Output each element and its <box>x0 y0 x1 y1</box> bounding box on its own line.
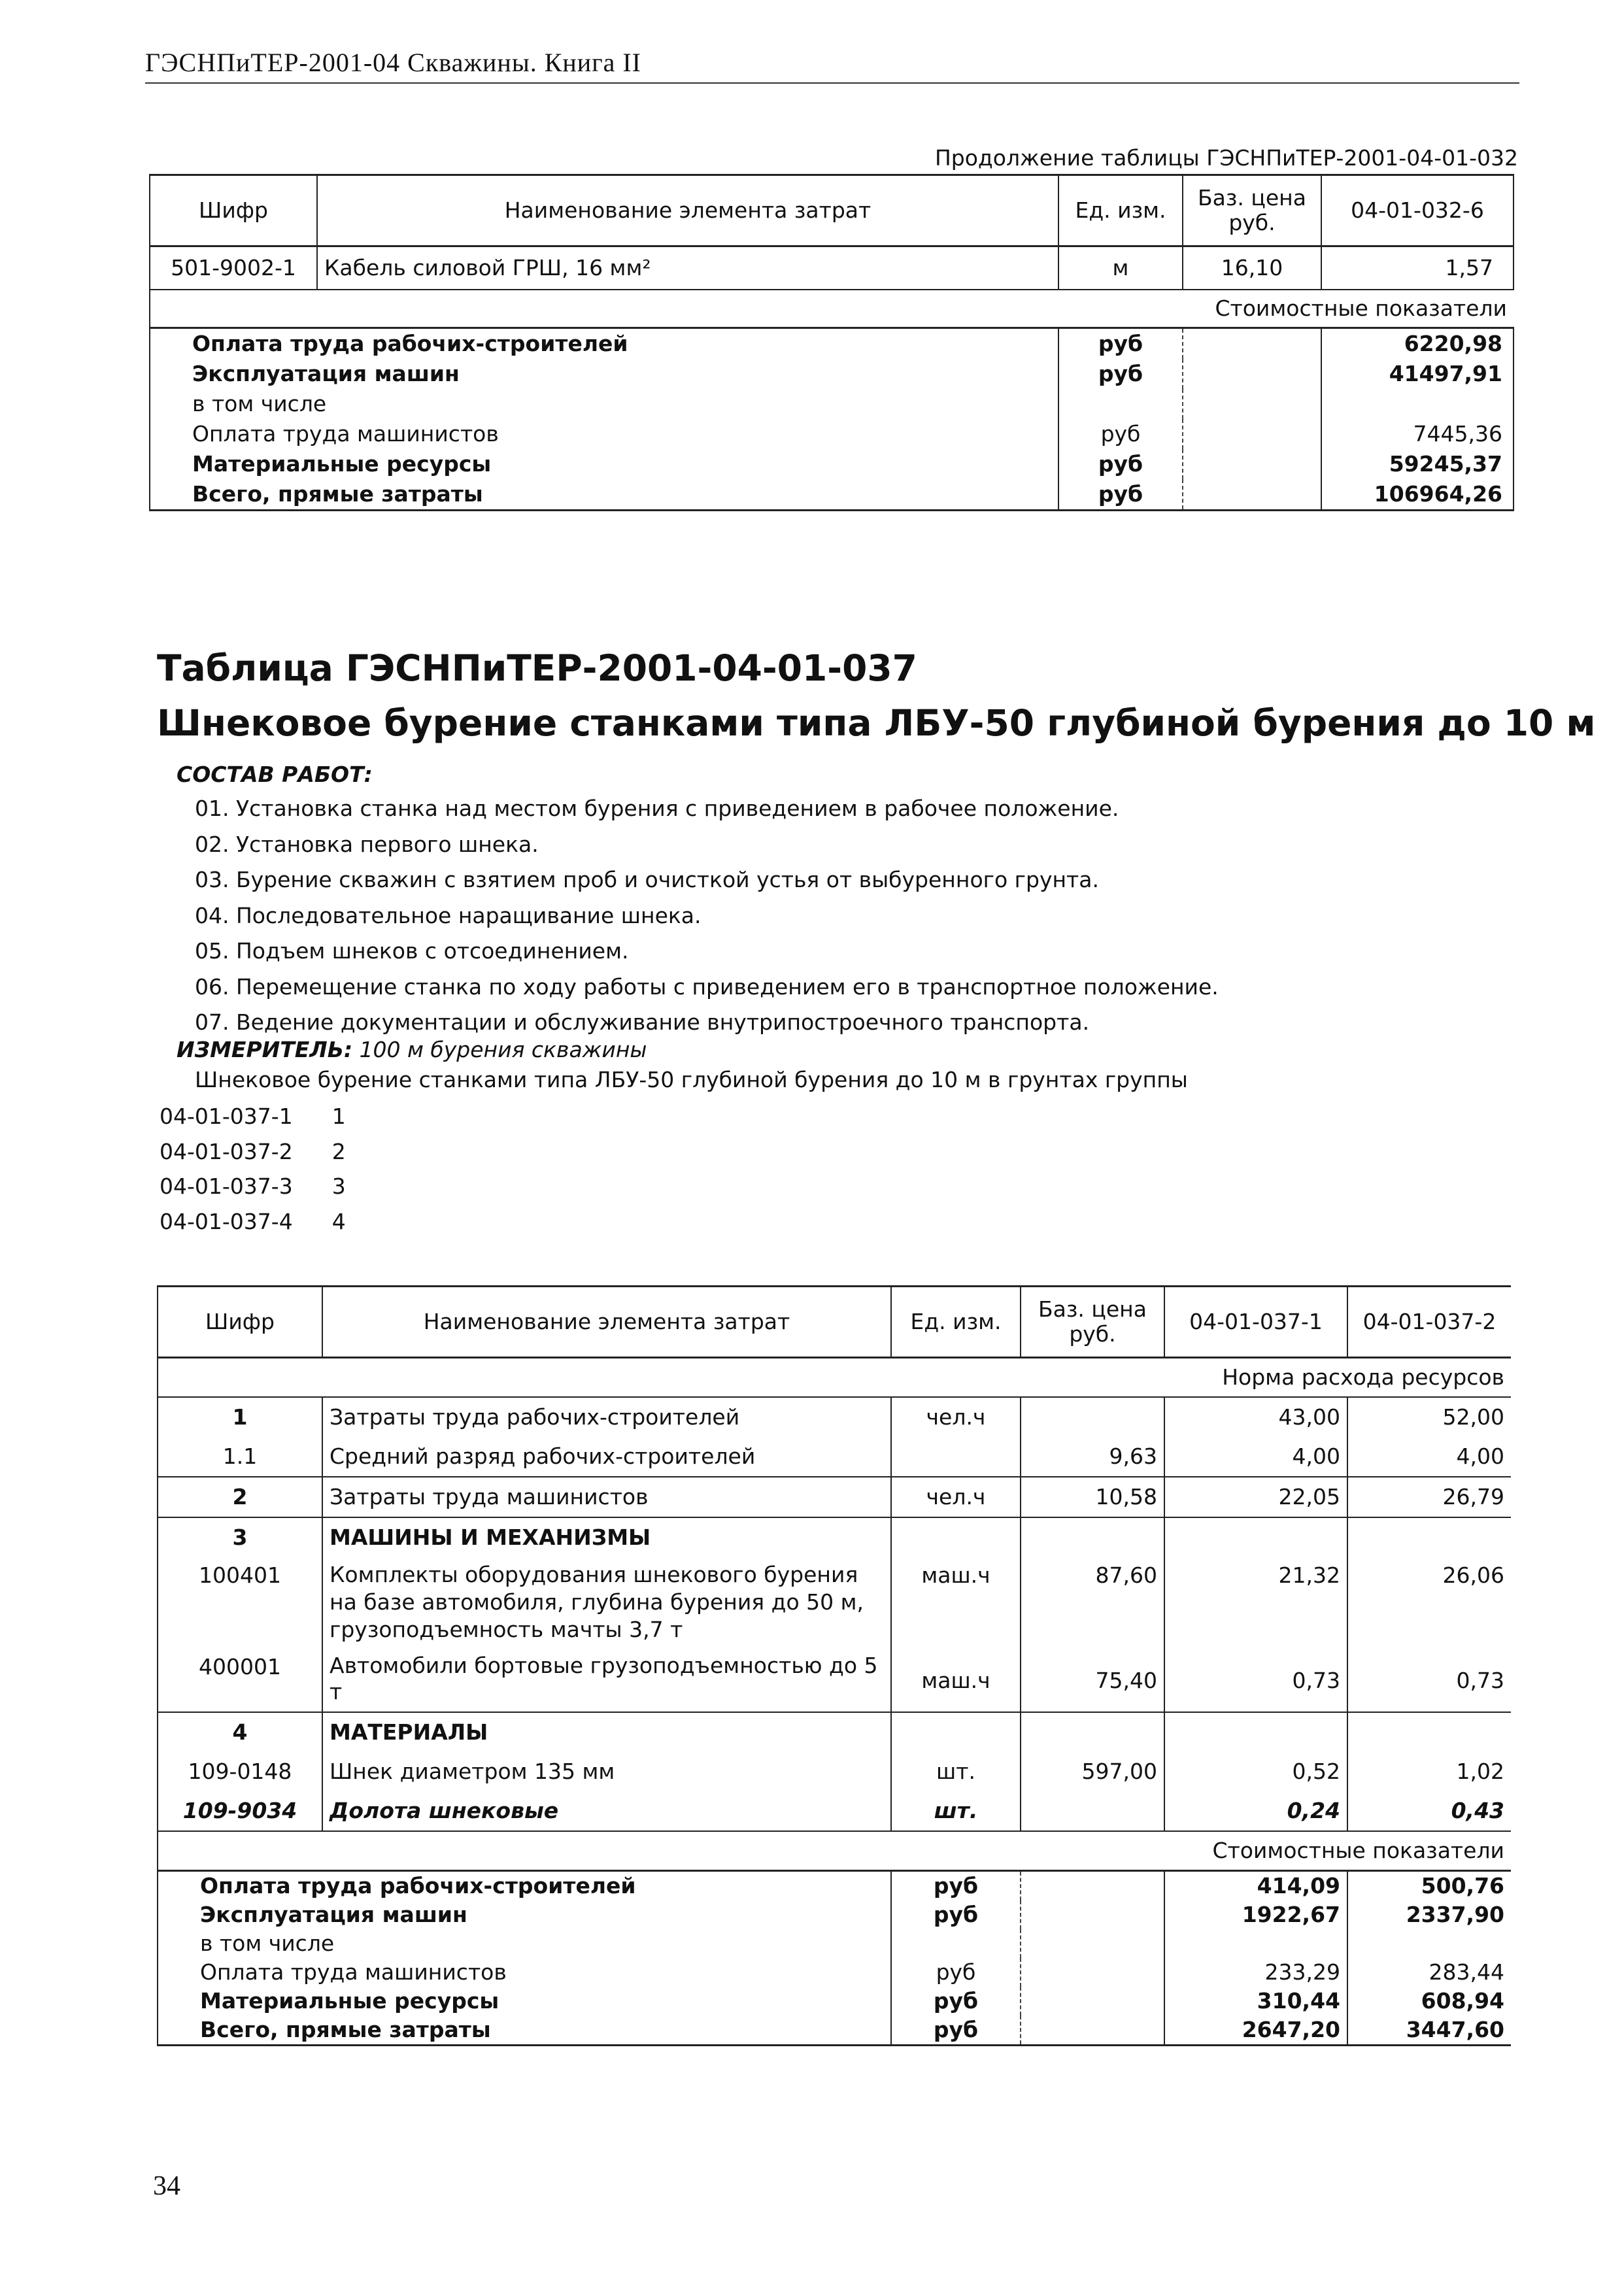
row-name: Затраты труда рабочих-строителей <box>322 1397 891 1437</box>
cost-price <box>1021 2016 1164 2046</box>
col-name-header: Наименование элемента затрат <box>317 175 1058 246</box>
col-name-header: Наименование элемента затрат <box>322 1287 891 1358</box>
cost-unit <box>1058 389 1183 419</box>
work-item: 07. Ведение документации и обслуживание внутрипостроечного транспорта. <box>195 1009 1090 1035</box>
row-price: 597,00 <box>1021 1752 1164 1791</box>
cost-value: 59245,37 <box>1321 449 1514 479</box>
row-name: Кабель силовой ГРШ, 16 мм² <box>317 246 1058 290</box>
row-unit <box>891 1517 1021 1557</box>
cost-unit: руб <box>891 1871 1021 1901</box>
cost-name: Материальные ресурсы <box>150 449 1058 479</box>
cost-value: 41497,91 <box>1321 359 1514 389</box>
cost-v1: 310,44 <box>1164 1987 1347 2016</box>
header-rule <box>145 82 1519 84</box>
row-code: 3 <box>158 1517 322 1557</box>
cost-price <box>1183 419 1321 449</box>
cost-v1: 2647,20 <box>1164 2016 1347 2046</box>
row-unit: маш.ч <box>891 1650 1021 1712</box>
row-v2: 52,00 <box>1347 1397 1511 1437</box>
cost-price <box>1183 359 1321 389</box>
table-04-01-032 <box>149 174 1514 511</box>
section-norm-label: Норма расхода ресурсов <box>158 1358 1511 1398</box>
code: 04-01-037-2 <box>160 1138 293 1164</box>
cost-row <box>150 328 1514 360</box>
work-item: 02. Установка первого шнека. <box>195 831 539 857</box>
group: 1 <box>331 1104 346 1129</box>
row-unit: м <box>1058 246 1183 290</box>
col-v2-header: 04-01-037-2 <box>1347 1287 1511 1358</box>
work-item: 04. Последовательное наращивание шнека. <box>195 902 702 928</box>
cost-row <box>158 1958 1511 1987</box>
row-price: 9,63 <box>1021 1437 1164 1477</box>
running-header: ГЭСНПиТЕР-2001-04 Скважины. Книга II <box>145 48 641 77</box>
row-v2: 1,02 <box>1347 1752 1511 1791</box>
row-price <box>1021 1712 1164 1752</box>
code-list <box>160 1099 346 1239</box>
cost-unit: руб <box>1058 328 1183 360</box>
row-code: 1.1 <box>158 1437 322 1477</box>
cost-v1 <box>1164 1929 1347 1958</box>
row-unit: маш.ч <box>891 1557 1021 1650</box>
row-code: 109-0148 <box>158 1752 322 1791</box>
cost-v1: 233,29 <box>1164 1958 1347 1987</box>
cost-value: 106964,26 <box>1321 479 1514 511</box>
table-row <box>158 1437 1511 1477</box>
cost-price <box>1021 1900 1164 1929</box>
row-name: Автомобили бортовые грузоподъемностью до 5 т <box>322 1650 891 1712</box>
table-04-01-037 <box>157 1285 1511 2046</box>
col-price-header: Баз. цена руб. <box>1183 175 1321 246</box>
row-name: МАТЕРИАЛЫ <box>322 1712 891 1752</box>
section-row <box>158 1358 1511 1398</box>
row-v1: 0,24 <box>1164 1791 1347 1831</box>
row-v2: 0,73 <box>1347 1650 1511 1712</box>
cost-row <box>158 2016 1511 2046</box>
cost-v2: 2337,90 <box>1347 1900 1511 1929</box>
works-list <box>195 791 1219 1041</box>
row-v1: 21,32 <box>1164 1557 1347 1650</box>
table-title: Таблица ГЭСНПиТЕР-2001-04-01-037 <box>157 647 917 689</box>
table-row <box>158 1650 1511 1712</box>
table-row <box>158 1557 1511 1650</box>
cost-row <box>150 389 1514 419</box>
col-price-header: Баз. цена руб. <box>1021 1287 1164 1358</box>
col-v1-header: 04-01-037-1 <box>1164 1287 1347 1358</box>
cost-price <box>1021 1929 1164 1958</box>
cost-row <box>150 359 1514 389</box>
table-row <box>158 1397 1511 1437</box>
cost-name: Оплата труда машинистов <box>150 419 1058 449</box>
cost-price <box>1183 449 1321 479</box>
code: 04-01-037-3 <box>160 1173 293 1199</box>
cost-v2: 500,76 <box>1347 1871 1511 1901</box>
col-value-header: 04-01-032-6 <box>1321 175 1514 246</box>
cost-name: Эксплуатация машин <box>150 359 1058 389</box>
code-item <box>160 1204 346 1240</box>
col-unit-header: Ед. изм. <box>1058 175 1183 246</box>
page-number: 34 <box>153 2171 180 2201</box>
row-price: 10,58 <box>1021 1477 1164 1517</box>
row-v2: 0,43 <box>1347 1791 1511 1831</box>
cost-row <box>150 419 1514 449</box>
cost-row <box>158 1871 1511 1901</box>
cost-unit <box>891 1929 1021 1958</box>
row-price <box>1021 1791 1164 1831</box>
table-header-row <box>158 1287 1511 1358</box>
meter-value: 100 м бурения скважины <box>359 1037 647 1062</box>
cost-v1: 1922,67 <box>1164 1900 1347 1929</box>
cost-v2: 3447,60 <box>1347 2016 1511 2046</box>
group: 4 <box>331 1208 346 1234</box>
cost-name: в том числе <box>158 1929 891 1958</box>
row-name: Затраты труда машинистов <box>322 1477 891 1517</box>
work-item: 01. Установка станка над местом бурения с приведением в рабочее положение. <box>195 796 1119 821</box>
row-price: 75,40 <box>1021 1650 1164 1712</box>
cost-value: 7445,36 <box>1321 419 1514 449</box>
row-code: 501-9002-1 <box>150 246 317 290</box>
col-unit-header: Ед. изм. <box>891 1287 1021 1358</box>
cost-value: 6220,98 <box>1321 328 1514 360</box>
cost-v2: 283,44 <box>1347 1958 1511 1987</box>
row-v2 <box>1347 1517 1511 1557</box>
row-price: 87,60 <box>1021 1557 1164 1650</box>
row-v1: 0,73 <box>1164 1650 1347 1712</box>
cost-price <box>1021 1871 1164 1901</box>
table-row <box>150 246 1514 290</box>
cost-price <box>1183 479 1321 511</box>
code-item <box>160 1169 346 1204</box>
work-item: 05. Подъем шнеков с отсоединением. <box>195 938 629 964</box>
cost-unit: руб <box>891 2016 1021 2046</box>
row-value: 1,57 <box>1321 246 1514 290</box>
table-row <box>158 1791 1511 1831</box>
cost-v2: 608,94 <box>1347 1987 1511 2016</box>
row-name: МАШИНЫ И МЕХАНИЗМЫ <box>322 1517 891 1557</box>
cost-unit: руб <box>891 1958 1021 1987</box>
cost-row <box>158 1987 1511 2016</box>
table-header-row <box>150 175 1514 246</box>
table-row <box>158 1712 1511 1752</box>
col-code-header: Шифр <box>150 175 317 246</box>
cost-name: Всего, прямые затраты <box>158 2016 891 2046</box>
cost-price <box>1021 1958 1164 1987</box>
row-v2 <box>1347 1712 1511 1752</box>
cost-v2 <box>1347 1929 1511 1958</box>
table-row <box>158 1517 1511 1557</box>
row-v1: 43,00 <box>1164 1397 1347 1437</box>
cost-name: Эксплуатация машин <box>158 1900 891 1929</box>
cost-name: Оплата труда машинистов <box>158 1958 891 1987</box>
row-name: Шнек диаметром 135 мм <box>322 1752 891 1791</box>
works-heading: СОСТАВ РАБОТ: <box>177 762 373 787</box>
row-code: 109-9034 <box>158 1791 322 1831</box>
cost-name: Оплата труда рабочих-строителей <box>158 1871 891 1901</box>
code: 04-01-037-1 <box>160 1104 293 1129</box>
meter-label: ИЗМЕРИТЕЛЬ: <box>177 1037 353 1062</box>
row-unit: чел.ч <box>891 1397 1021 1437</box>
row-unit: чел.ч <box>891 1477 1021 1517</box>
cost-name: в том числе <box>150 389 1058 419</box>
code-item <box>160 1134 346 1170</box>
cost-row <box>150 449 1514 479</box>
row-name: Средний разряд рабочих-строителей <box>322 1437 891 1477</box>
cost-row <box>150 479 1514 511</box>
cost-name: Всего, прямые затраты <box>150 479 1058 511</box>
row-v1 <box>1164 1517 1347 1557</box>
section-cost-label: Стоимостные показатели <box>158 1831 1511 1871</box>
col-code-header: Шифр <box>158 1287 322 1358</box>
cost-row <box>158 1900 1511 1929</box>
cost-unit: руб <box>1058 479 1183 511</box>
continuation-caption: Продолжение таблицы ГЭСНПиТЕР-2001-04-01-032 <box>934 145 1518 171</box>
section-row <box>150 290 1514 328</box>
row-code: 400001 <box>158 1650 322 1712</box>
row-name: Комплекты оборудования шнекового бурения на базе автомобиля, глубина бурения до 50 м, грузоподъемность мачты 3,7 т <box>322 1557 891 1650</box>
cost-unit: руб <box>1058 359 1183 389</box>
cost-name: Оплата труда рабочих-строителей <box>150 328 1058 360</box>
cost-unit: руб <box>891 1900 1021 1929</box>
cost-value <box>1321 389 1514 419</box>
cost-v1: 414,09 <box>1164 1871 1347 1901</box>
row-code: 1 <box>158 1397 322 1437</box>
cost-row <box>158 1929 1511 1958</box>
row-unit <box>891 1712 1021 1752</box>
code-item <box>160 1099 346 1134</box>
row-v2: 26,79 <box>1347 1477 1511 1517</box>
row-price: 16,10 <box>1183 246 1321 290</box>
row-name: Долота шнековые <box>322 1791 891 1831</box>
section-row <box>158 1831 1511 1871</box>
row-v1: 4,00 <box>1164 1437 1347 1477</box>
row-v2: 26,06 <box>1347 1557 1511 1650</box>
meter-description: Шнековое бурение станками типа ЛБУ-50 глубиной бурения до 10 м в грунтах группы <box>195 1067 1188 1092</box>
code: 04-01-037-4 <box>160 1208 293 1234</box>
row-price <box>1021 1517 1164 1557</box>
row-price <box>1021 1397 1164 1437</box>
group: 3 <box>331 1173 346 1199</box>
row-v1: 22,05 <box>1164 1477 1347 1517</box>
section-cost-label: Стоимостные показатели <box>150 290 1514 328</box>
row-unit <box>891 1437 1021 1477</box>
table-row <box>158 1752 1511 1791</box>
cost-price <box>1183 389 1321 419</box>
cost-price <box>1183 328 1321 360</box>
cost-unit: руб <box>1058 419 1183 449</box>
row-code: 100401 <box>158 1557 322 1650</box>
cost-unit: руб <box>891 1987 1021 2016</box>
group: 2 <box>331 1138 346 1164</box>
row-v1: 0,52 <box>1164 1752 1347 1791</box>
cost-price <box>1021 1987 1164 2016</box>
cost-name: Материальные ресурсы <box>158 1987 891 2016</box>
row-v2: 4,00 <box>1347 1437 1511 1477</box>
meter-line <box>177 1037 647 1062</box>
work-item: 06. Перемещение станка по ходу работы с приведением его в транспортное положение. <box>195 973 1219 1000</box>
row-unit: шт. <box>891 1791 1021 1831</box>
row-unit: шт. <box>891 1752 1021 1791</box>
cost-unit: руб <box>1058 449 1183 479</box>
work-item: 03. Бурение скважин с взятием проб и очисткой устья от выбуренного грунта. <box>195 867 1099 892</box>
row-code: 2 <box>158 1477 322 1517</box>
table-subtitle: Шнековое бурение станками типа ЛБУ-50 глубиной бурения до 10 м <box>157 702 1596 744</box>
row-code: 4 <box>158 1712 322 1752</box>
table-row <box>158 1477 1511 1517</box>
row-v1 <box>1164 1712 1347 1752</box>
